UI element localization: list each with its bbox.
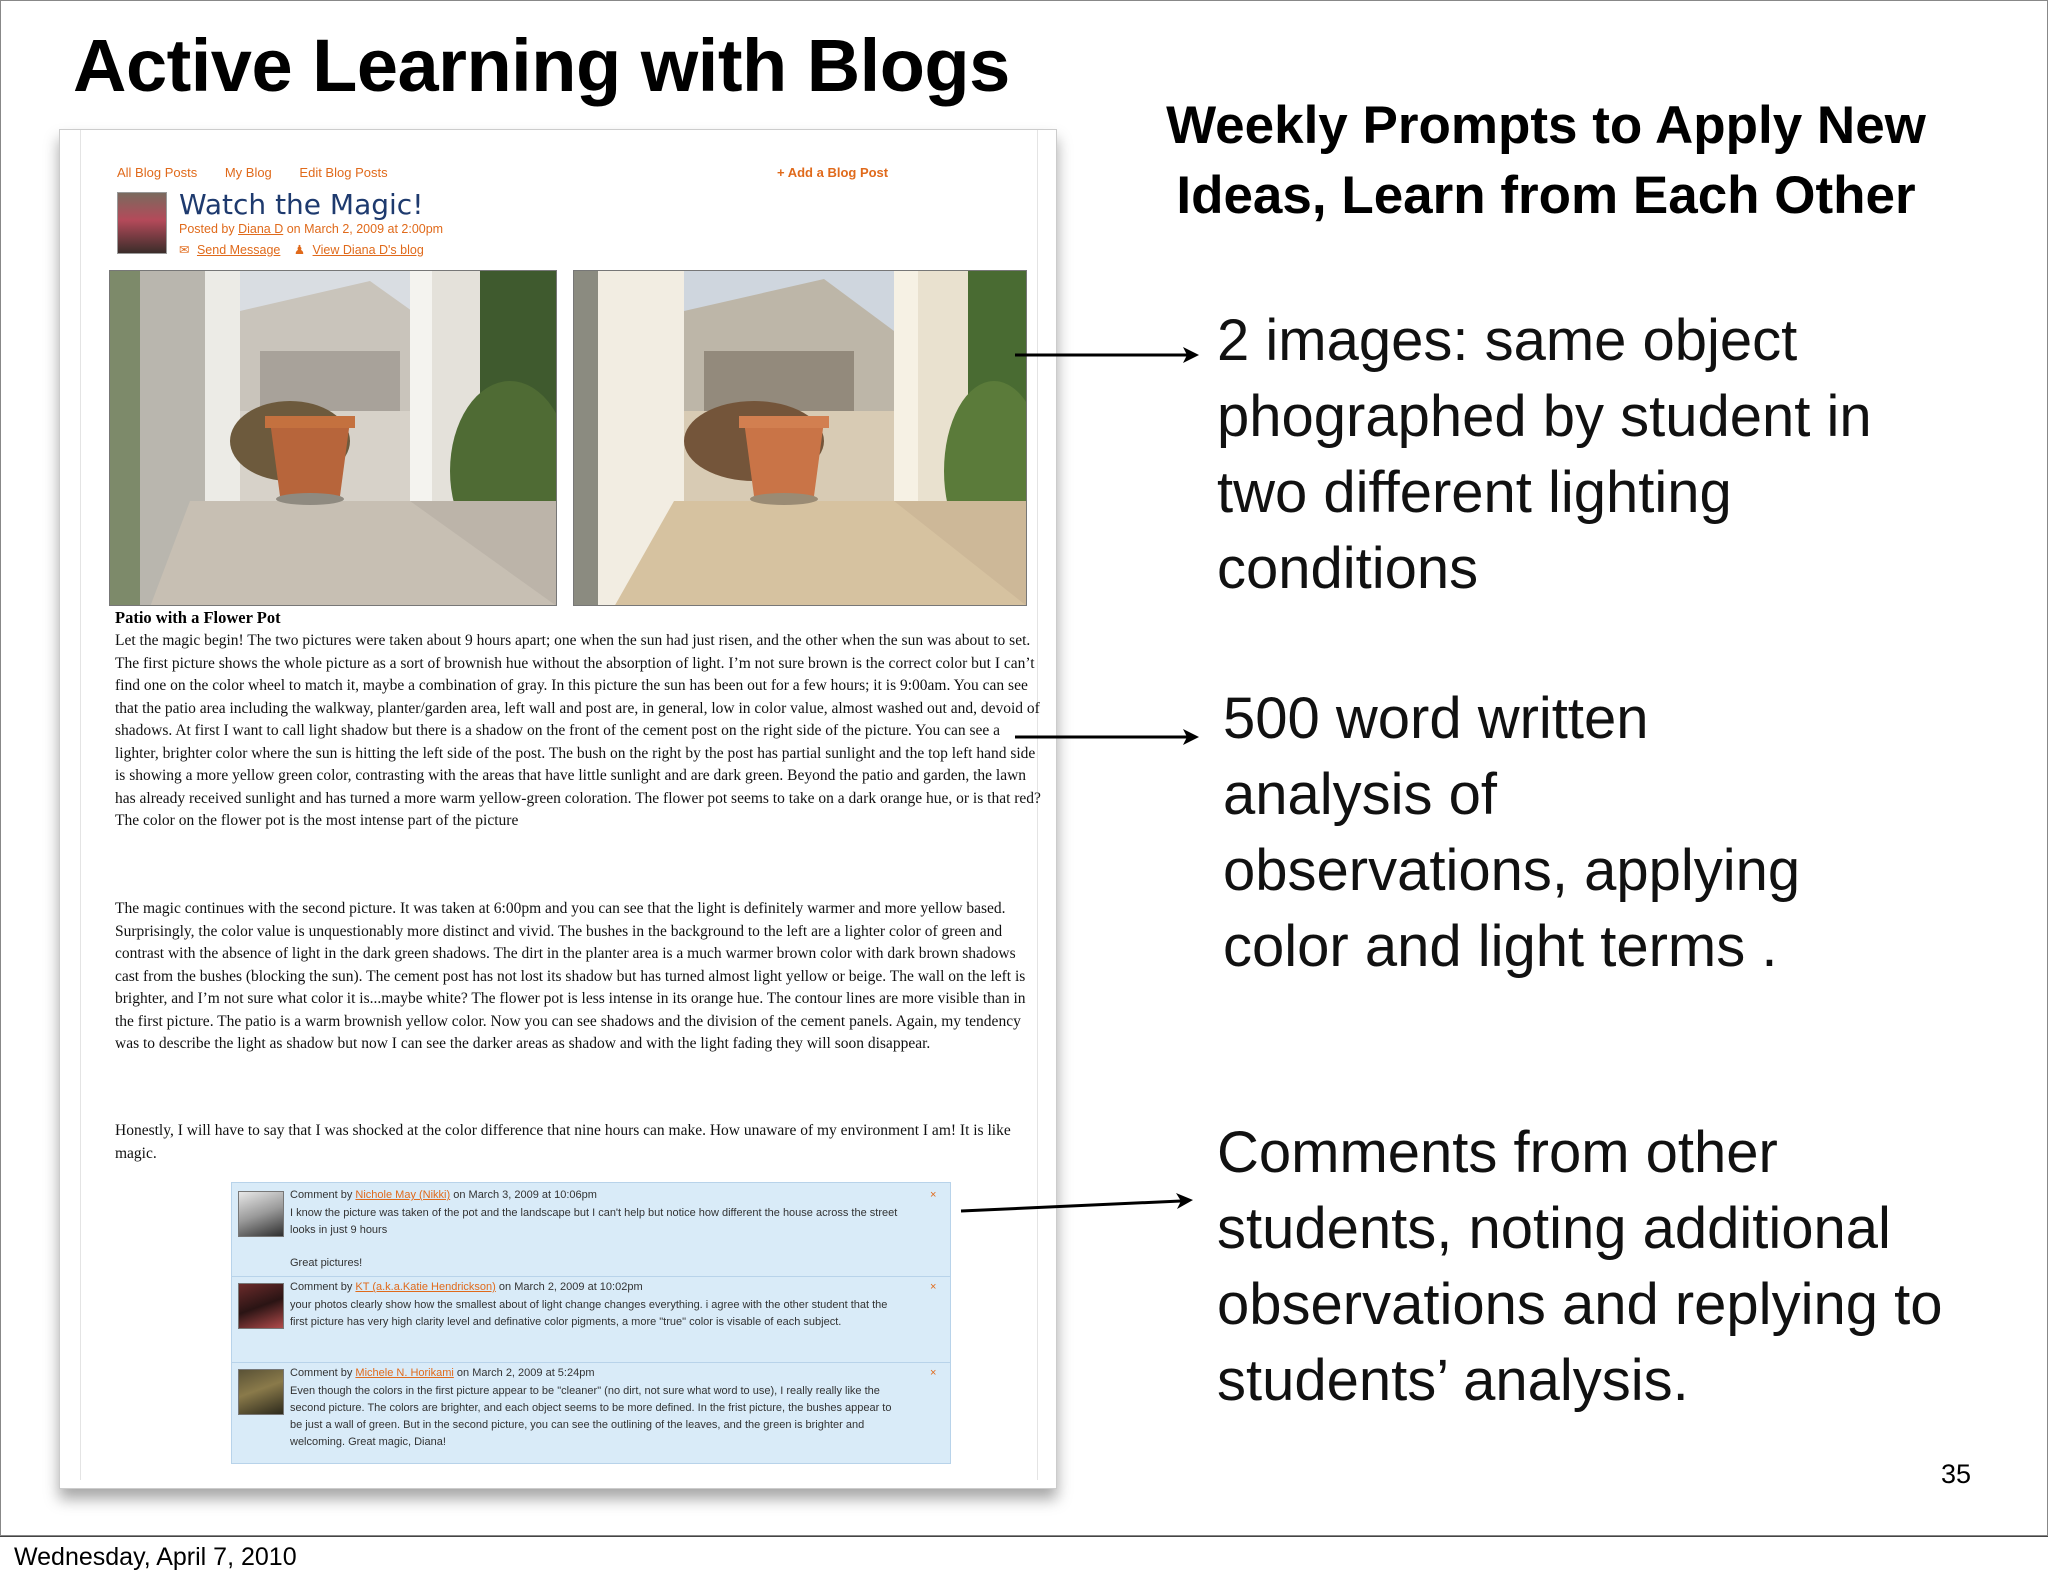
annotation-comments [1217, 1115, 1942, 1419]
post-links [179, 242, 424, 257]
comment [232, 1277, 950, 1363]
annotation-line: analysis of [1223, 762, 1498, 827]
annotation-line: 500 word written [1223, 686, 1649, 751]
comment-text: Even though the colors in the first picture appear to be "cleaner" (no dirt, not sure what word to use), I really really like the second picture. The colors are brighter, and each object seems to be more defined. In the frist picture, the bushes appear to be just a wall of green. But in the second picture, you can see the outlining of the leaves, and the green is brighter and welcoming. Great magic, Diana! [290, 1385, 892, 1448]
commenter-link[interactable]: Nichole May (Nikki) [355, 1189, 451, 1201]
annotation-line: observations, applying [1223, 838, 1801, 903]
annotation-line: 2 images: same object [1217, 308, 1798, 373]
slide-title: Active Learning with Blogs [73, 24, 1010, 107]
comment [232, 1183, 950, 1277]
post-title: Watch the Magic! [179, 188, 424, 221]
post-meta [179, 222, 443, 236]
annotation-line: color and light terms . [1223, 914, 1778, 979]
blog-screenshot [59, 129, 1057, 1489]
commenter-link[interactable]: Michele N. Horikami [355, 1367, 454, 1379]
comment-text: I know the picture was taken of the pot and the landscape but I can't help but notice how different the house across the street looks in just 9 hours [290, 1207, 898, 1236]
annotation-line: students’ analysis. [1217, 1348, 1689, 1413]
nav-edit-blog-posts[interactable]: Edit Blog Posts [299, 165, 388, 180]
add-blog-post-link[interactable]: + Add a Blog Post [777, 165, 889, 180]
arrow-right-icon [1011, 341, 1201, 371]
patio-photo-morning [109, 270, 557, 606]
posted-by-prefix: Posted by [179, 222, 235, 236]
blog-page [80, 130, 1041, 1480]
annotation-images [1217, 303, 1872, 607]
comment-date: on March 2, 2009 at 10:02pm [498, 1281, 643, 1293]
comments-section [231, 1182, 951, 1464]
annotation-line: students, noting additional [1217, 1196, 1891, 1261]
comment-header [290, 1367, 595, 1379]
delete-comment-icon[interactable]: × [930, 1281, 937, 1293]
annotation-line: phographed by student in [1217, 384, 1872, 449]
send-message-link[interactable]: Send Message [196, 243, 281, 257]
commenter-avatar[interactable] [238, 1191, 284, 1237]
view-blog-link[interactable]: View Diana D's blog [312, 243, 424, 257]
page-number: 35 [1941, 1459, 1972, 1489]
author-link[interactable]: Diana D [238, 222, 284, 236]
comment [232, 1363, 950, 1463]
blog-nav [117, 165, 412, 180]
slide-subtitle [1091, 91, 2001, 231]
author-avatar[interactable] [117, 192, 167, 254]
annotation-line: Comments from other [1217, 1120, 1778, 1185]
comment-prefix: Comment by [290, 1189, 353, 1201]
envelope-icon: ✉ [179, 243, 190, 257]
comment-date: on March 2, 2009 at 5:24pm [456, 1367, 595, 1379]
footer-date: Wednesday, April 7, 2010 [14, 1543, 297, 1571]
comment-text: Great pictures! [290, 1257, 363, 1269]
commenter-avatar[interactable] [238, 1369, 284, 1415]
annotation-line: conditions [1217, 536, 1479, 601]
annotation-line: observations and replying to [1217, 1272, 1943, 1337]
photo-caption-title: Patio with a Flower Pot [115, 608, 281, 627]
commenter-link[interactable]: KT (a.k.a.Katie Hendrickson) [355, 1281, 496, 1293]
comment-prefix: Comment by [290, 1367, 353, 1379]
comment-text: your photos clearly show how the smallest about of light change changes everything. i agree with the other student that the first picture has very high clarity level and definative color pigments, a more "true" color is visable of each subject. [290, 1299, 888, 1328]
nav-my-blog[interactable]: My Blog [224, 165, 272, 180]
footer-bar [0, 1536, 2048, 1576]
post-paragraph: Honestly, I will have to say that I was shocked at the color difference that nine hours can make. How unaware of my environment I am! It is like magic. [115, 1122, 1011, 1162]
comment-header [290, 1189, 597, 1201]
post-date: on March 2, 2009 at 2:00pm [286, 222, 444, 236]
delete-comment-icon[interactable]: × [930, 1367, 937, 1379]
commenter-avatar[interactable] [238, 1283, 284, 1329]
comment-header [290, 1281, 643, 1293]
patio-photo-evening [573, 270, 1027, 606]
annotation-line: two different lighting [1217, 460, 1732, 525]
subtitle-line: Weekly Prompts to Apply New [1166, 96, 1926, 155]
annotation-analysis [1223, 681, 1800, 985]
post-paragraph: The magic continues with the second picture. It was taken at 6:00pm and you can see that the light is definitely warmer and more yellow based. Surprisingly, the color value is unquestionably more distinct and vivid. The bushes in the background to the left are a lighter color of green and contrast with the absence of light in the dark green shadows. The dirt in the planter area is a much warmer brown color with dark brown shadows cast from the bushes (blocking the sun). The cement post has not lost its shadow but has turned almost light yellow or beige. The wall on the left is brighter, and I’m not sure what color it is...maybe white? The flower pot is less intense in its orange hue. The contour lines are more visible than in the first picture. The patio is a warm brownish yellow color. Now you can see shadows and the division of the cement panels. Again, my tendency was to describe the light as shadow but now I can see the darker areas as shadow and with the light fading they will soon disappear. [115, 900, 1026, 1052]
arrow-right-icon [957, 1187, 1197, 1227]
comment-date: on March 3, 2009 at 10:06pm [453, 1189, 597, 1201]
comment-prefix: Comment by [290, 1281, 353, 1293]
arrow-right-icon [1011, 723, 1201, 753]
post-paragraph: Let the magic begin! The two pictures were taken about 9 hours apart; one when the sun had just risen, and the other when the sun was about to set. The first picture shows the whole picture as a sort of brownish hue without the absorption of light. I’m not sure brown is the correct color but I can’t find one on the color wheel to match it, maybe a combination of gray. In this picture the sun has been out for a few hours; it is 9:00am. You can see that the patio area including the walkway, planter/garden area, left wall and post are, in general, low in color value, almost washed out and, devoid of shadows. At first I want to call light shadow but there is a shadow on the front of the cement post on the right side of the picture. You can see a lighter, brighter color where the sun is hitting the left side of the post. The bush on the right by the post has partial sunlight and the top left hand side is showing a more yellow green color, contrasting with the areas that have little sunlight and are dark green. Beyond the patio and garden, the lawn has already received sunlight and has turned a more warm yellow-green coloration. The flower pot seems to take on a dark orange hue, or is that red? The color on the flower pot is the most intense part of the picture [115, 632, 1041, 829]
subtitle-line: Ideas, Learn from Each Other [1176, 166, 1916, 225]
person-icon: ♟ [293, 243, 306, 257]
nav-all-blog-posts[interactable]: All Blog Posts [117, 165, 198, 180]
delete-comment-icon[interactable]: × [930, 1189, 937, 1201]
